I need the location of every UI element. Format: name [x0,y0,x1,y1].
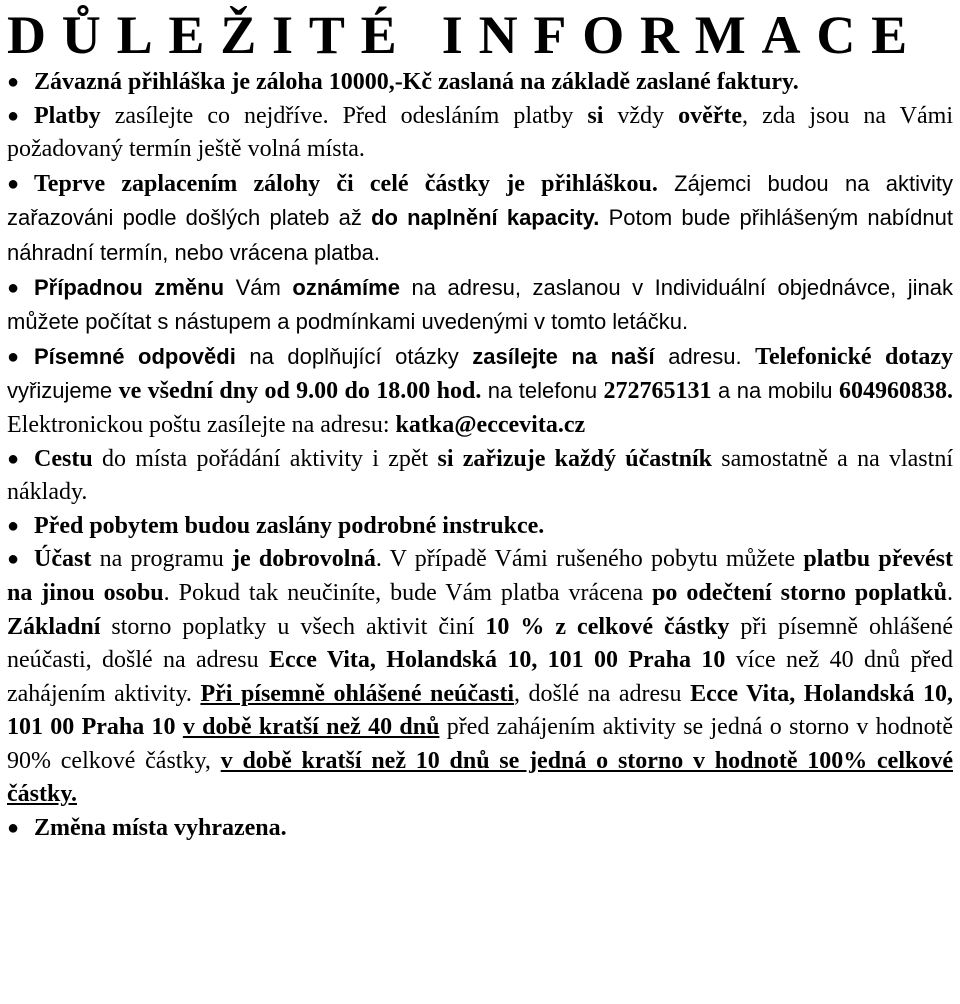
text-segment: v době kratší než 10 dnů se jedná o storno v hodnotě 100% celkové částky. [7,747,953,808]
text-segment: adresu. [654,343,756,369]
text-segment: Zájemci budou na aktivity zařazováni podle došlých plateb až [7,170,954,231]
text-segment: vyřizujeme [7,378,119,404]
bullet-icon: ● [7,548,20,571]
bullet-icon: ● [7,817,20,840]
text-segment: Telefonické dotazy [755,343,954,370]
list-item [7,271,953,340]
text-segment: před zahájením aktivity se jedná o storno v hodnotě 90% celkové částky, [7,714,953,774]
list-item [7,543,953,812]
text-segment: Změna místa vyhrazena. [34,815,287,842]
text-segment: Cestu [34,445,93,472]
text-segment: Základní [7,613,101,640]
text-segment: v době kratší než 40 dnů [182,714,440,741]
bullet-icon: ● [7,447,20,470]
text-segment: a na mobilu [711,378,839,404]
text-segment: Případnou změnu [34,274,225,300]
list-item [7,100,953,167]
text-segment: Účast [34,546,92,573]
text-segment: ve všední dny od 9.00 do 18.00 hod. [118,378,482,405]
text-segment: do naplnění kapacity. [371,205,600,231]
text-segment: . V případě Vámi rušeného pobytu můžete [375,546,804,573]
text-segment: více než 40 dnů před zahájením aktivity. [7,647,953,707]
text-segment: 272765131 [603,378,712,405]
text-segment: zasílejte na naší [472,343,655,369]
text-segment [176,714,183,740]
list-item [7,340,953,443]
text-segment: platbu převést na jinou osobu [7,546,953,606]
text-segment: na telefonu [481,378,604,404]
text-segment: katka@eccevita.cz [395,411,586,438]
text-segment: si [587,102,604,129]
text-segment: ověřte [678,102,743,129]
text-segment: Ecce Vita, Holandská 10, 101 00 Praha 10 [7,680,953,741]
text-segment: vždy [603,102,679,129]
text-segment: Elektronickou poštu zasílejte na adresu: [7,411,396,438]
text-segment: Ecce Vita, Holandská 10, 101 00 Praha 10 [268,647,726,674]
text-segment: Při písemně ohlášené neúčasti [200,680,514,707]
text-segment: , zda jsou na Vámi požadovaný termín ještě volná místa. [7,102,953,163]
text-segment: 604960838. [839,378,953,405]
text-segment: Vám [224,274,293,300]
list-item [7,66,953,100]
text-segment: Platby [34,102,101,129]
text-segment: 10 % z celkové částky [485,613,730,640]
text-segment: Potom bude přihlášeným nabídnut náhradní termín, nebo vrácena platba. [7,205,953,265]
text-segment: si zařizuje každý účastník [437,445,712,472]
text-segment: do místa pořádání aktivity i zpět [92,445,438,472]
list-item [7,167,953,271]
text-segment: při písemně ohlášené neúčasti, došlé na adresu [7,613,953,674]
text-segment: na programu [91,546,232,573]
text-segment: storno poplatky u všech aktivit činí [100,613,486,640]
text-segment: . [946,579,953,606]
info-list [7,66,953,846]
text-segment: . Pokud tak neučiníte, bude Vám platba vrácena [163,579,653,606]
list-item [7,510,953,544]
text-segment: Závazná přihláška je záloha 10000,-Kč zaslaná na základě zaslané faktury. [34,69,799,95]
text-segment: na doplňující otázky [235,343,473,369]
text-segment: na adresu, zaslanou v Individuální objednávce, jinak můžete počítat s nástupem a podmínkami uvedenými v tomto letáčku. [7,274,953,335]
text-segment: Písemné odpovědi [34,343,236,369]
text-segment: Teprve zaplacením zálohy či celé částky je přihláškou. [34,170,658,197]
bullet-icon: ● [7,514,20,537]
list-item [7,812,953,846]
text-segment: samostatně a na vlastní náklady. [7,445,953,506]
bullet-icon: ● [7,276,20,299]
text-segment: zasílejte co nejdříve. Před odesláním platby [100,102,588,129]
text-segment: je dobrovolná [232,546,376,573]
page-title: DŮLEŽITÉ INFORMACE [7,5,923,65]
bullet-icon: ● [7,172,20,195]
text-segment: , došlé na adresu [514,680,691,707]
bullet-icon: ● [7,104,20,127]
text-segment: po odečtení storno poplatků [652,579,947,606]
text-segment: Před pobytem budou zaslány podrobné instrukce. [34,512,545,539]
list-item [7,443,953,510]
bullet-icon: ● [7,345,20,368]
bullet-icon: ● [7,71,20,93]
text-segment: oznámíme [292,274,400,300]
